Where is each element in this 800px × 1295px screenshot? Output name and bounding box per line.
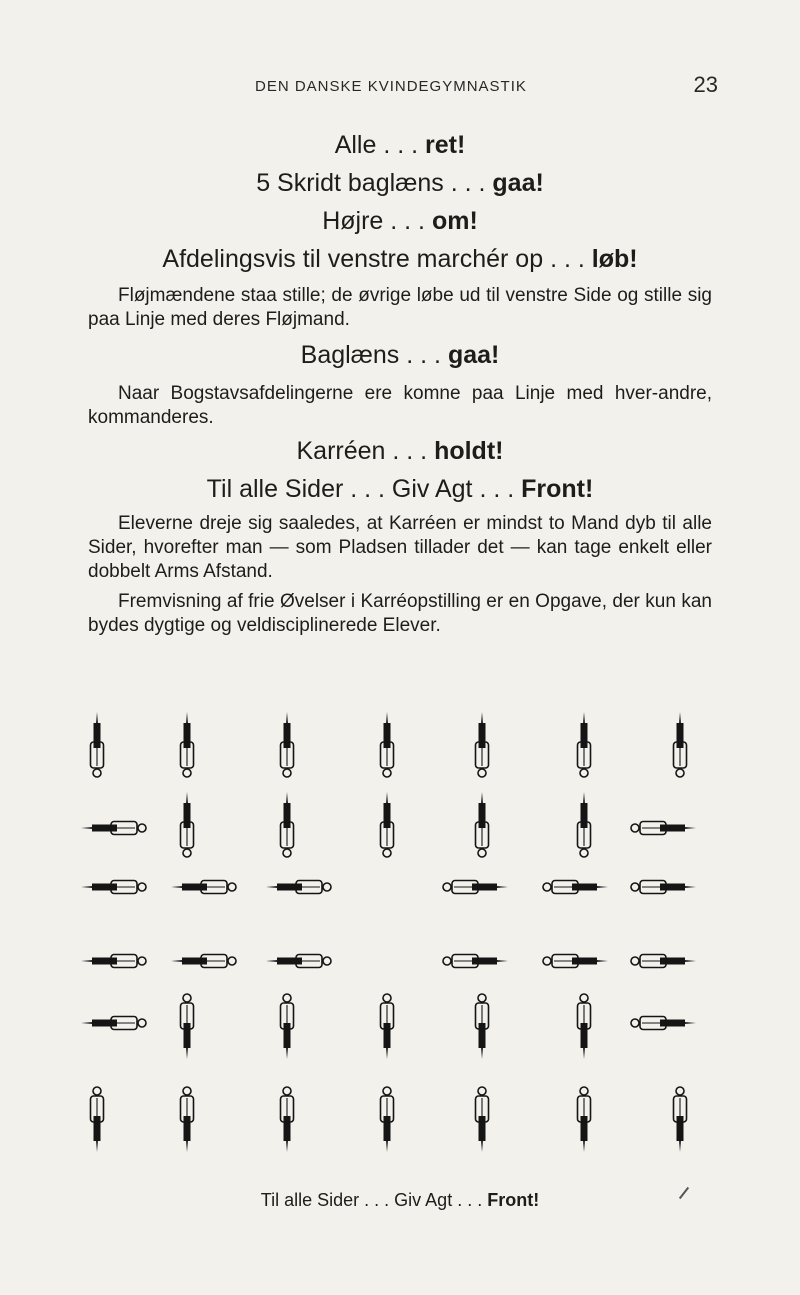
gymnast-figure: [81, 822, 146, 835]
gymnast-figure: [281, 792, 294, 857]
gymnast-figure: [443, 955, 508, 968]
gymnast-figure: [171, 955, 236, 968]
gymnast-figure: [181, 1087, 194, 1152]
paragraph-3: Eleverne dreje sig saaledes, at Karréen er mindst to Mand dyb til alle Sider, hvorefter man — som Pladsen tillader det — kan tage enkelt eller dobbelt Arms Afstand.: [88, 513, 712, 582]
command-word: Front!: [521, 475, 594, 503]
gymnast-figure: [91, 712, 104, 777]
gymnast-figure: [381, 712, 394, 777]
gymnast-figure: [674, 1087, 687, 1152]
gymnast-figure: [443, 881, 508, 894]
gymnast-figure: [181, 792, 194, 857]
gymnast-figure: [674, 712, 687, 777]
gymnast-figure: [181, 994, 194, 1059]
square-formation-figure: [0, 703, 800, 1163]
command-text: Afdelingsvis til venstre marchér op . . .: [162, 245, 592, 273]
caption-text: Til alle Sider . . . Giv Agt . . .: [260, 1190, 488, 1210]
gymnast-figure: [578, 712, 591, 777]
gymnast-figure: [171, 881, 236, 894]
command-line-2: [0, 168, 800, 198]
command-word: om!: [431, 207, 478, 235]
gymnast-figure: [181, 712, 194, 777]
gymnast-figure: [381, 1087, 394, 1152]
gymnast-figure: [476, 712, 489, 777]
gymnast-figure: [578, 1087, 591, 1152]
command-line-5: [0, 340, 800, 370]
caption-command-word: Front!: [487, 1190, 540, 1210]
command-text: Karréen . . .: [296, 437, 435, 465]
command-word: gaa!: [492, 169, 544, 197]
gymnast-figure: [266, 881, 331, 894]
gymnast-figure: [91, 1087, 104, 1152]
gymnast-figure: [476, 994, 489, 1059]
page-number: 23: [693, 72, 718, 97]
running-title: DEN DANSKE KVINDEGYMNASTIK: [255, 78, 527, 95]
gymnast-figure: [476, 1087, 489, 1152]
gymnast-figure: [578, 792, 591, 857]
command-text: Alle . . .: [334, 131, 425, 159]
gymnast-figure: [631, 822, 696, 835]
gymnast-figure: [631, 1017, 696, 1030]
command-line-3: [0, 206, 800, 236]
gymnast-figure: [281, 712, 294, 777]
gymnast-figure: [543, 881, 608, 894]
command-text: 5 Skridt baglæns . . .: [256, 169, 493, 197]
gymnast-figure: [631, 955, 696, 968]
page-header: [0, 74, 800, 104]
gymnast-figure: [81, 881, 146, 894]
gymnast-figure: [578, 994, 591, 1059]
command-word: holdt!: [434, 437, 504, 465]
command-word: løb!: [591, 245, 638, 273]
command-text: Til alle Sider . . . Giv Agt . . .: [206, 475, 522, 503]
command-line-1: [0, 130, 800, 160]
gymnast-figure: [381, 792, 394, 857]
gymnast-figure: [631, 881, 696, 894]
gymnast-figure: [543, 955, 608, 968]
command-text: Højre . . .: [322, 207, 432, 235]
command-word: gaa!: [447, 341, 500, 369]
paragraph-2: Naar Bogstavsafdelingerne ere komne paa Linje med hver-andre, kommanderes.: [88, 383, 712, 428]
figure-caption: [0, 1190, 800, 1211]
gymnast-figure: [281, 1087, 294, 1152]
command-word: ret!: [425, 131, 466, 159]
paragraph-1: Fløjmændene staa stille; de øvrige løbe ud til venstre Side og stille sig paa Linje med deres Fløjmand.: [88, 285, 712, 330]
command-line-6: [0, 436, 800, 466]
gymnast-figure: [81, 955, 146, 968]
gymnast-figure: [81, 1017, 146, 1030]
gymnast-figure: [476, 792, 489, 857]
command-line-7: [0, 474, 800, 504]
command-line-4: [0, 244, 800, 274]
gymnast-figure: [266, 955, 331, 968]
command-text: Baglæns . . .: [300, 341, 448, 369]
paragraph-4: Fremvisning af frie Øvelser i Karréopstilling er en Opgave, der kun kan bydes dygtige og veldisciplinerede Elever.: [88, 591, 712, 636]
gymnast-figure: [381, 994, 394, 1059]
gymnast-figure: [281, 994, 294, 1059]
